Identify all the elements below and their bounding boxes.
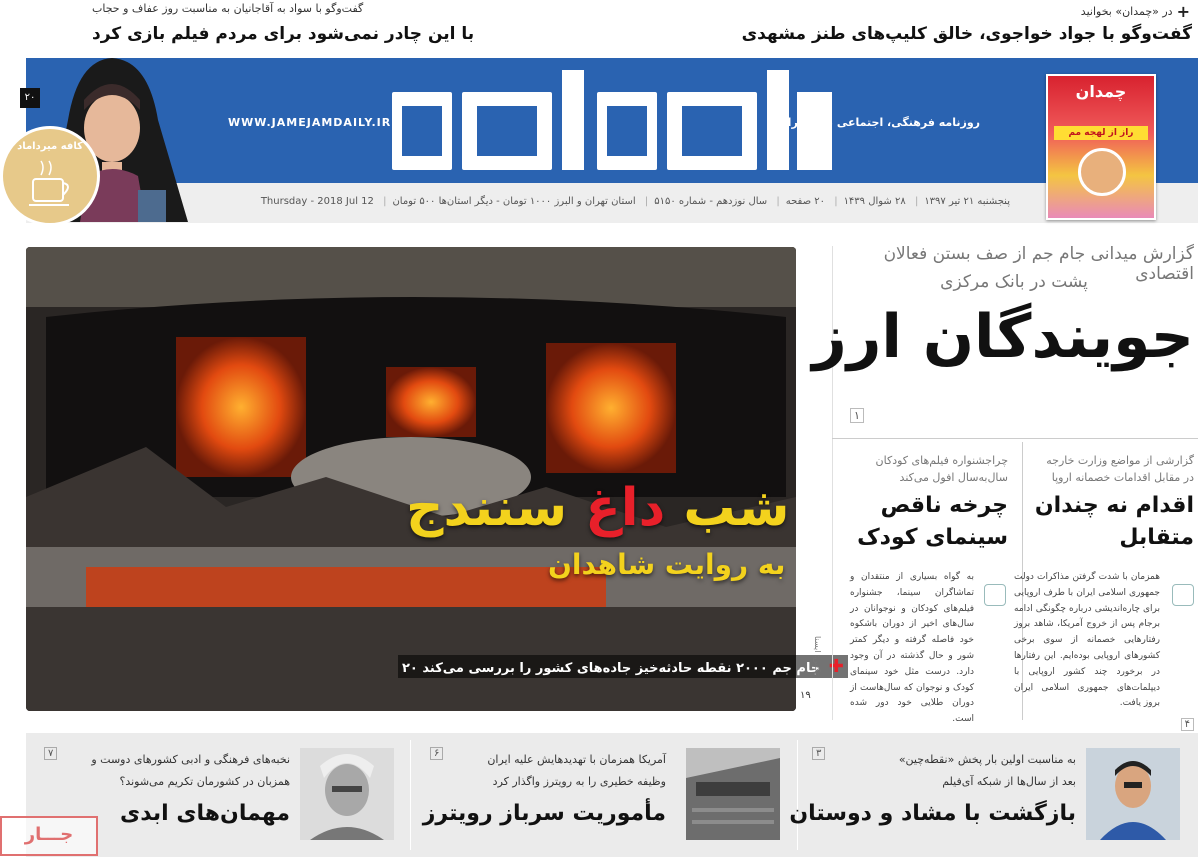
magazine-cover[interactable] (1046, 74, 1156, 220)
stamp-watermark: جـــار (0, 816, 98, 856)
bottom-headline: بازگشت با مشاد و دوستان (789, 801, 1076, 826)
bottom-kicker: آمریکا همزمان با تهدیدهایش علیه ایران (487, 753, 666, 766)
bottom-kicker-2: همزبان در کشورمان تکریم می‌شوند؟ (119, 775, 290, 788)
top-right-kicker-text: در «چمدان» بخوانید (1080, 5, 1173, 18)
story-headline-2: سینمای کودک (857, 525, 1008, 550)
lead-headline[interactable]: جویندگان ارز (812, 302, 1194, 372)
bottom-kicker: نخبه‌های فرهنگی و ادبی کشورهای دوست و (91, 753, 290, 766)
magazine-face-image (1078, 148, 1126, 196)
page-count: ۲۰ صفحه (785, 196, 825, 207)
bottom-story-nogtechin[interactable] (789, 733, 1076, 857)
top-left-headline[interactable]: با این چادر نمی‌شود برای مردم فیلم بازی کرد (92, 24, 475, 44)
bottom-headline: مأموریت سرباز رویترز (422, 801, 666, 826)
photo-page-number: ۱۹ (800, 690, 811, 701)
story-kicker-2: در مقابل اقدامات خصمانه اروپا (1051, 471, 1194, 484)
photo-headline[interactable] (406, 478, 790, 538)
bottom-kicker-2: بعد از سال‌ها از شبکه آی‌فیلم (942, 775, 1076, 788)
story-headline-2: متقابل (1119, 525, 1194, 550)
old-man-portrait-image (300, 748, 394, 840)
jamejam-logo (392, 70, 832, 170)
story-body: همزمان با شدت گرفتن مذاکرات دولت جمهوری اسلامی ایران با طرف اروپایی برای چاره‌اندیشی درباره چگونگی ادامه برجام پس از خروج آمریکا، شاهد بروز رفتارهایی خصمانه از سوی برخی کشورهای اروپایی بوده‌ایم. این رفتارها در برخورد چند کشور اروپایی با دیپلمات‌های جمهوری اسلامی ایران بروز یافت. (1014, 572, 1160, 709)
man-portrait-image (1086, 748, 1180, 840)
story-kicker-2: سال‌به‌سال افول می‌کند (899, 471, 1008, 484)
photo-teaser-text: جام جم ۲۰۰۰ نقطه حادثه‌خیز جاده‌های کشور را بررسی می‌کند (422, 661, 821, 676)
story-headline: چرخه ناقص (880, 493, 1008, 518)
photo-headline-part2: سنندج (406, 478, 586, 538)
photo-teaser[interactable] (398, 655, 848, 678)
price: استان تهران و البرز ۱۰۰۰ تومان - دیگر استان‌ها ۵۰۰ تومان (392, 196, 636, 207)
photo-headline-red: داغ (585, 478, 666, 538)
bottom-kicker-2: وظیفه خطیری را به رویترز واگذار کرد (492, 775, 666, 788)
story-foreign-ministry[interactable] (1014, 452, 1194, 731)
reuters-building-image (686, 748, 780, 840)
chat-icon (984, 584, 1006, 606)
bottom-page-number: ۷ (44, 747, 57, 760)
website-link[interactable]: WWW.JAMEJAMDAILY.IR (228, 116, 392, 129)
lead-kicker-2: پشت در بانک مرکزی (940, 272, 1088, 292)
photo-subheadline: به روایت شاهدان (548, 548, 786, 581)
bottom-separator (797, 740, 798, 850)
photo-headline-part1: شب (665, 478, 790, 538)
top-right-kicker (1081, 2, 1190, 21)
issue-number: سال نوزدهم - شماره ۵۱۵۰ (654, 196, 768, 207)
tagline: روزنامه فرهنگی، اجتماعی صبح ایران (778, 116, 980, 129)
story-kicker: گزارشی از مواضع وزارت خارجه (1046, 454, 1194, 467)
pen-icon (1172, 584, 1194, 606)
cafe-mirdamad-badge[interactable] (0, 126, 100, 226)
photo-credit: عکس: ایسنا (813, 636, 822, 678)
date-gregorian: Thursday - 2018 Jul 12 (260, 196, 374, 207)
bottom-kicker: به مناسبت اولین بار پخش «نقطه‌چین» (898, 753, 1076, 766)
story-page-number: ۴ (1181, 718, 1194, 731)
date-persian: پنجشنبه ۲۱ تیر ۱۳۹۷ (924, 196, 1010, 207)
top-left-kicker: گفت‌وگو با سواد به آقاجانیان به مناسبت روز عفاف و حجاب (92, 2, 364, 15)
story-body: به گواه بسیاری از منتقدان و تماشاگران سینما، جشنواره فیلم‌های کودکان و نوجوانان در سال‌های اخیر از دوران باشکوه خود فاصله گرفته و دیگر کمتر شور و حال گذشته در آن وجود دارد. درست مثل خود سینمای کودک و نوجوان که سال‌هاست از دوران طلایی خود دور شده است. (850, 572, 974, 725)
bottom-story-reuters[interactable] (422, 733, 666, 857)
story-kicker: چراجشنواره فیلم‌های کودکان (875, 454, 1008, 467)
date-hijri: ۲۸ شوال ۱۴۳۹ (843, 196, 906, 207)
story-headline: اقدام نه چندان (1034, 493, 1194, 518)
bottom-page-number: ۳ (812, 747, 825, 760)
top-right-headline[interactable]: گفت‌وگو با جواد خواجوی، خالق کلیپ‌های طنز مشهدی (741, 24, 1192, 44)
page-badge: ۲۰ (20, 88, 40, 108)
lead-page-number: ۱ (850, 408, 864, 423)
bottom-separator (410, 740, 411, 850)
bottom-page-number: ۶ (430, 747, 443, 760)
cafe-label: کافه میرداماد (17, 141, 83, 152)
date-line: پنجشنبه ۲۱ تیر ۱۳۹۷| ۲۸ شوال ۱۴۳۹| ۲۰ صفحه| سال نوزدهم - شماره ۵۱۵۰| استان تهران و البرز ۱۰۰۰ تومان - دیگر استان‌ها ۵۰۰ تومان| Thursday - 2018 Jul 12 (260, 196, 1010, 207)
magazine-title: چمدان (1075, 82, 1127, 101)
lead-kicker: گزارش میدانی جام جم از صف بستن فعالان اقتصادی (883, 244, 1194, 284)
photo-teaser-page: ۲۰ (402, 661, 418, 676)
plus-icon: + (1176, 2, 1190, 21)
red-plus-icon: ✚ (828, 656, 844, 677)
bottom-headline: مهمان‌های ابدی (120, 801, 290, 826)
magazine-subtitle: راز از لهجه مم (1054, 126, 1148, 140)
section-divider (832, 438, 1198, 439)
coffee-cup-icon (3, 129, 100, 226)
